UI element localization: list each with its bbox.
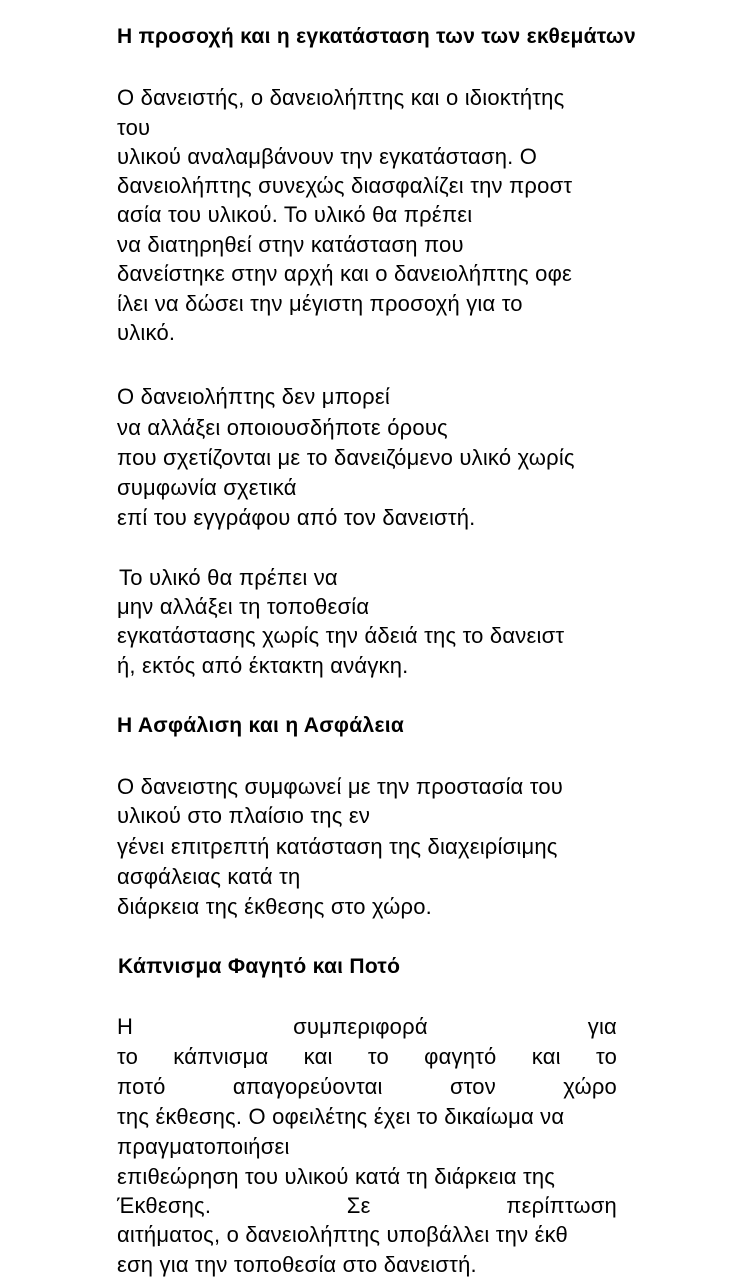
paragraph-line: της έκθεσης. Ο οφειλέτης έχει το δικαίωμα να [117, 1104, 565, 1129]
word: το [595, 1044, 617, 1069]
paragraph-line: ή, εκτός από έκτακτη ανάγκη. [117, 653, 409, 678]
word: το [367, 1044, 389, 1069]
word: κάπνισμα [173, 1044, 269, 1069]
word: χώρο [563, 1074, 617, 1099]
paragraph-line: Ο δανειστης συμφωνεί με την προστασία του [117, 774, 564, 799]
word: περίπτωση [506, 1193, 617, 1218]
paragraph-line: ασία του υλικού. Το υλικό θα πρέπει [117, 202, 473, 227]
paragraph-line: υλικού στο πλαίσιο της εν [117, 803, 371, 828]
word: το [117, 1044, 139, 1069]
paragraph-line: επιθεώρηση του υλικού κατά τη διάρκεια της [117, 1164, 556, 1189]
word: και [303, 1044, 333, 1069]
word: και [531, 1044, 561, 1069]
paragraph-line: διάρκεια της έκθεσης στο χώρο. [117, 894, 432, 919]
paragraph-line: εση για την τοποθεσία στο δανειστή. [117, 1252, 477, 1277]
word: ποτό [117, 1074, 166, 1099]
paragraph-line: Το υλικό θα πρέπει να [119, 565, 338, 590]
paragraph-line: δανείστηκε στην αρχή και ο δανειολήπτης οφε [117, 261, 573, 286]
paragraph-line: μην αλλάξει τη τοποθεσία [117, 594, 370, 619]
word: απαγορεύονται [232, 1074, 383, 1099]
paragraph-line: που σχετίζονται με το δανειζόμενο υλικό χωρίς [117, 445, 575, 470]
word: Σε [346, 1193, 371, 1218]
word: Η [117, 1014, 134, 1039]
paragraph-line: πραγματοποιήσει [117, 1134, 290, 1159]
word: φαγητό [424, 1044, 497, 1069]
paragraph-line: του [117, 115, 151, 140]
word: στον [449, 1074, 496, 1099]
word: συμπεριφορά [293, 1014, 428, 1039]
word: για [587, 1014, 617, 1039]
paragraph-line: Ο δανειστής, ο δανειολήπτης και ο ιδιοκτήτης [117, 85, 565, 110]
paragraph-line: ασφάλειας κατά τη [117, 864, 301, 889]
paragraph-line: υλικού αναλαμβάνουν την εγκατάσταση. Ο [117, 144, 538, 169]
paragraph-line: ίλει να δώσει την μέγιστη προσοχή για το [117, 291, 523, 316]
paragraph-line: επί του εγγράφου από τον δανειστή. [117, 505, 476, 530]
justified-line [117, 1012, 617, 1042]
paragraph-line: Ο δανειολήπτης δεν μπορεί [117, 384, 390, 409]
paragraph-line: συμφωνία σχετικά [117, 475, 297, 500]
section-heading-care-installation: Η προσοχή και η εγκατάσταση των των εκθεμάτων [117, 25, 636, 48]
paragraph-line: εγκατάστασης χωρίς την άδειά της το δανειστ [117, 623, 565, 648]
paragraph-line: γένει επιτρεπτή κατάσταση της διαχειρίσιμης [117, 834, 558, 859]
section-heading-insurance-security: Η Ασφάλιση και η Ασφάλεια [117, 714, 405, 737]
section-heading-smoking-food-drink: Κάπνισμα Φαγητό και Ποτό [118, 955, 401, 978]
paragraph-line: δανειολήπτης συνεχώς διασφαλίζει την προστ [117, 173, 573, 198]
paragraph-line: να αλλάξει οποιουσδήποτε όρους [117, 415, 448, 440]
justified-line [117, 1072, 617, 1102]
justified-line [117, 1042, 617, 1072]
paragraph-line: να διατηρηθεί στην κατάσταση που [117, 232, 464, 257]
word: Έκθεσης. [117, 1193, 212, 1218]
paragraph-line: αιτήματος, ο δανειολήπτης υποβάλλει την έκθ [117, 1222, 568, 1247]
justified-line [117, 1191, 617, 1221]
paragraph-line: υλικό. [117, 320, 176, 345]
